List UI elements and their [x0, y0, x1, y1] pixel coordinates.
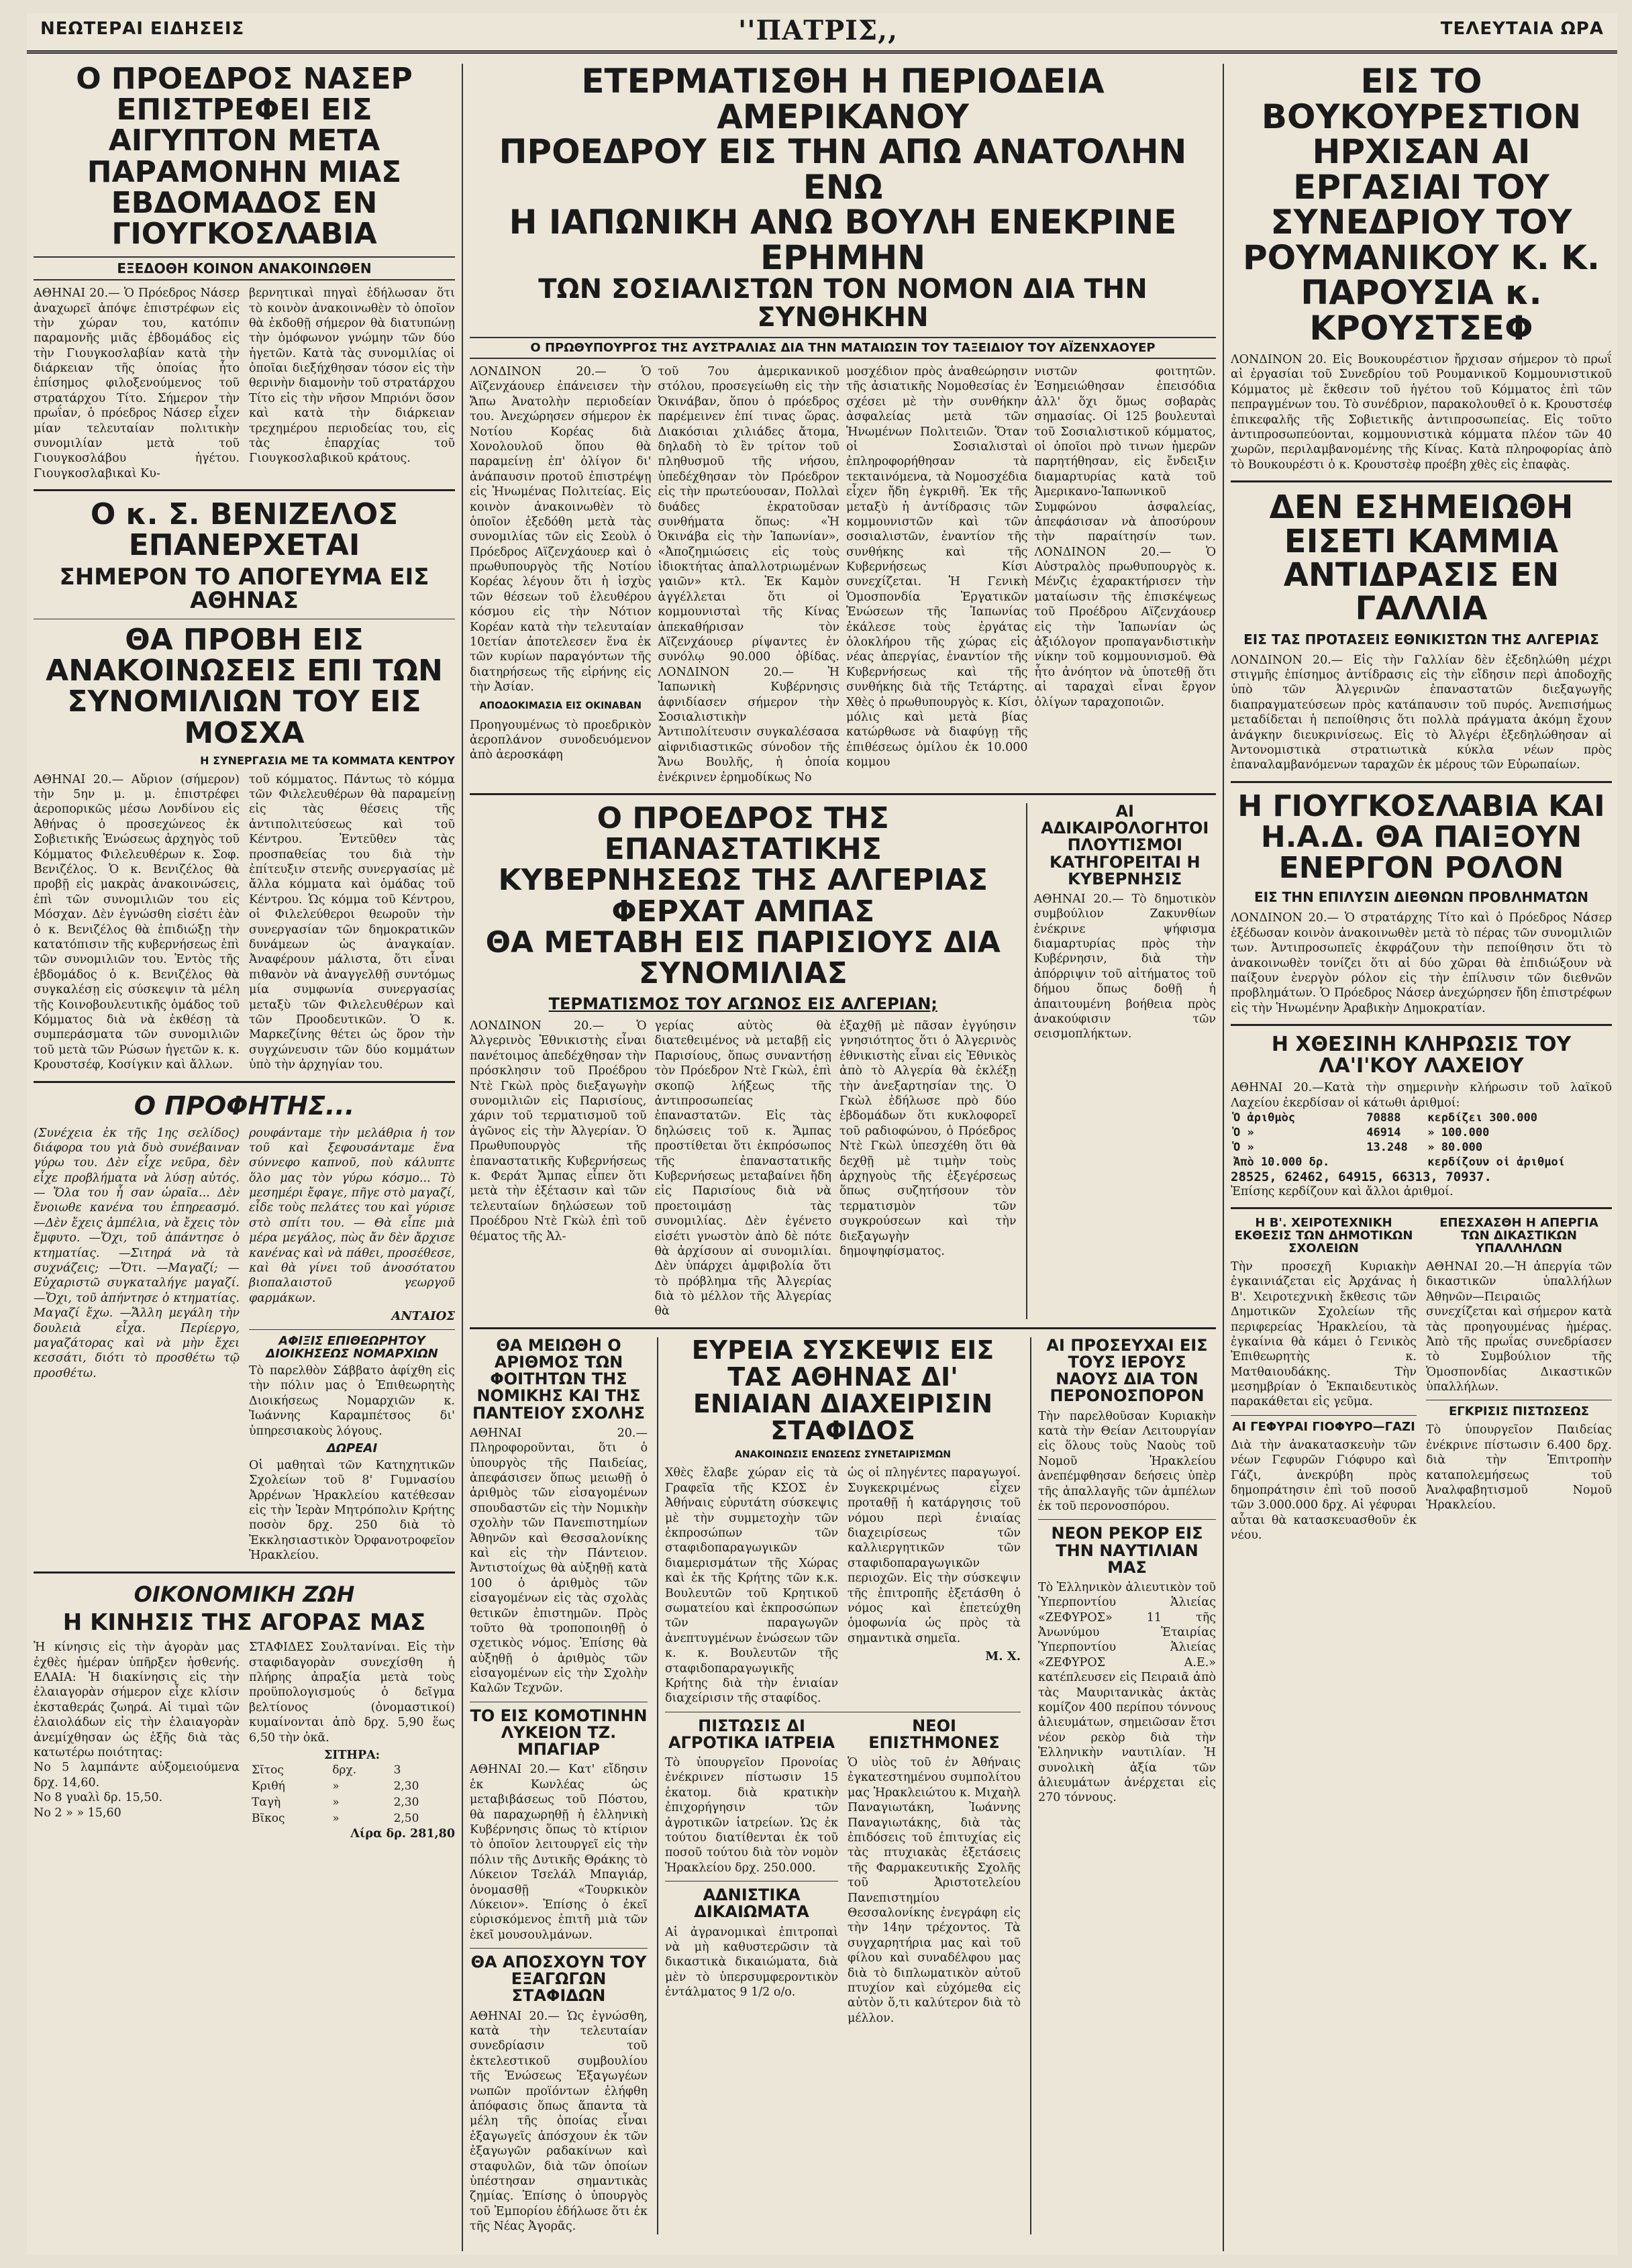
algeria-article: [470, 803, 1017, 1319]
right-column: [1231, 64, 1612, 1543]
bucharest-text: ΛΟΝΔΙΝΟΝ 20. Εἰς Βουκουρέστιον ἤρχισαν σήμερον τὸ πρωΐ αἱ ἐργασίαι τοῦ Συνεδρίου τοῦ Ρουμανικοῦ Κομμουνιστικοῦ Κόμματος μὲ ἔκθεσιν τοῦ ἡγέτου τοῦ Κόμματος ἐπὶ τῶν πεπραγμένων του. Τὸ συνέδριον, παρακολουθεῖ ὁ κ. Κρουστσέφ ἐπικεφαλῆς τῆς Σοβιετικῆς ἀντιπροσωπείας. Εἰς τοῦτο ἀντιπροσωπεύονται, κομμουνιστικὰ κόμματα πλέον τῶν 40 χωρῶν, περιλαμβανομένης τῆς Κίνας. Κατὰ πληροφορίας ἀπὸ τὸ Βουκουρέστι ὁ κ. Κρουστσὲφ προέβη χθὲς εἰς ἐπαφὰς.: [1231, 353, 1612, 472]
algeria-text-a: ΛΟΝΔΙΝΟΝ 20.— Ὁ Ἀλγερινὸς Ἐθνικιστὴς εἶναι πανέτοιμος ἀπεδέχθησαν τὴν πρόσκλησιν τοῦ Προέδρου Ντὲ Γκὼλ πρὸς διεξαγωγὴν συνομιλιῶν εἰς Παρισίους, χάριν τοῦ τερματισμοῦ τοῦ ἀγῶνος εἰς τὴν Ἀλγερίαν. Ὁ Πρωθυπουργὸς τῆς ἐπαναστατικῆς Κυβερνήσεως κ. Φεράτ Ἄμπας εἶπεν ὅτι μετὰ τὴν ἐξέτασιν καὶ τῶν τελευταίων δηλώσεων τοῦ Προέδρου Ντὲ Γκὼλ ἐπὶ τοῦ θέματος τῆς Ἀλ-: [470, 1019, 647, 1243]
grains-title: ΣΙΤΗΡΑ:: [323, 1749, 380, 1763]
scientists-headline: ΝΕΟΙ ΕΠΙΣΤΗΜΟΝΕΣ: [868, 1716, 1000, 1752]
economy-text-b: ΣΤΑΦΙΔΕΣ Σουλτανίναι. Εἰς τὴν σταφιδαγορὰν συνεχίσθη ἡ πλήρης ἀπραξία μετὰ τοὺς προϋπολογισμούς ὁ δεῖγμα βελτίονος (ὀνομαστικοί) κυμαίνονται ἀπὸ δρχ. 5,90 ἕως 6,50 τὴν ὀκᾶ.: [249, 1641, 455, 1745]
doctors-text: Τὸ ὑπουργεῖον Προνοίας ἐνέκρινεν πίστωσιν 15 ἑκατομ. διὰ κρατικὴν ἐπιχορήγησιν τῶν ἀγροτικῶν ἰατρείων. Ὡς ἐκ τούτου διατίθενται ἐκ τοῦ ποσοῦ τούτου διὰ τὸν νομὸν Ἡρακλείου δρχ. 250.000.: [665, 1756, 838, 1875]
clerks-headline: ΕΠΕΣΧΑΣΘΗ Η ΑΠΕΡΓΙΑ ΤΩΝ ΔΙΚΑΣΤΙΚΩΝ ΥΠΑΛΛΗΛΩΝ: [1439, 1216, 1598, 1256]
credit-headline: ΕΓΚΡΙΣΙΣ ΠΙΣΤΩΣΕΩΣ: [1449, 1404, 1589, 1419]
churches-headline: ΑΙ ΠΡΟΣΕΥΧΑΙ ΕΙΣ ΤΟΥΣ ΙΕΡΟΥΣ ΝΑΟΥΣ ΔΙΑ ΤΟΝ ΠΕΡΟΝΟΣΠΟΡΟΝ: [1046, 1335, 1208, 1406]
okinawa-text: Προηγουμένως τὸ προεδρικὸν ἀεροπλάνον συνοδευόμενον ἀπὸ ἀεροσκάφη: [470, 718, 652, 762]
eisenhower-text-d: νιστῶν φοιτητῶν. Ἐσημειώθησαν ἐπεισόδια ἀλλ' ὅχι ὅμως σοβαρὰς σημασίας. Οἱ 125 βουλευταὶ τοῦ Σοσιαλιστικοῦ κόμματος, οἱ ὁποῖοι πρὸ τινων ἡμερῶν παρητήθησαν, εἰς ἔνδειξιν διαμαρτυρίας κατὰ τοῦ Ἀμερικανο-Ἰαπωνικοῦ Συμφώνου ἀσφαλείας, ἀπεφάσισαν νὰ ἀποσύρουν τὴν παραίτησίν των. ΛΟΝΔΙΝΟΝ 20.— Ὁ Αὐστραλὸς πρωθυπουργὸς κ. Μένζις ἐχαρακτήρισεν τὴν ματαίωσιν τῆς ἐπισκέψεως τοῦ Προέδρου Αϊζενχάουερ εἰς τὴν Ἰαπωνίαν ὡς ἀξιόλογον προπαγανδιστικὴν νίκην τοῦ κομμουνισμοῦ. Θὰ ἦτο ἀνόητον νὰ ὑποτεθῇ ὅτι αἱ ταραχαὶ εἶναι ἔργον ὀλίγων ταραχοποιῶν.: [1034, 365, 1216, 709]
scientists-text: Ὁ υἱὸς τοῦ ἐν Ἀθήναις ἐγκατεστημένου συμπολίτου μας Ἠρακλειώτου κ. Μιχαὴλ Παναγιωτάκη, Ἰωάννης Παναγιωτάκης, διὰ τὰς ἐπιδόσεις τοῦ ἐπιτυχίας εἰς τὰς πτυχιακὰς ἐξετάσεις τῆς Φαρμακευτικῆς Σχολῆς τοῦ Ἀριστοτελείου Πανεπιστημίου Θεσσαλονίκης ἐνεγράφη εἰς τὴν 14ην τρέχοντος. Τὰ συγχαρητήρια μας καὶ τοῦ φίλου καὶ συναδέλφου μας διὰ τὸ διπλωματικὸν αὐτοῦ πτυχίον καὶ εὐχόμεθα εἰς αὐτὸν ὅ,τι καλύτερον διὰ τὸ μέλλον.: [848, 1756, 1021, 2025]
economy-article: [34, 1582, 455, 1842]
lottery-article: [1231, 1034, 1612, 1199]
venizelos-article: [34, 499, 455, 1072]
notary-headline: ΑΔΝΙΣΤΙΚΑ ΔΙΚΑΙΩΜΑΤΑ: [694, 1886, 809, 1922]
eisenhower-headline-1: ΕΤΕΡΜΑΤΙΣΘΗ Η ΠΕΡΙΟΔΕΙΑ ΑΜΕΡΙΚΑΝΟΥ: [581, 62, 1105, 136]
nasser-text-b: βερνητικαὶ πηγαὶ ἐδήλωσαν ὅτι τὸ κοινὸν ἀνακοινωθὲν τὸ ὁποῖον θὰ ἐκδοθῇ σήμερον θὰ διατυπώνῃ τὴν ὁμόφωνον γνώμην τῶν δύο ἡγετῶν. Κατὰ τὰς συνομιλίας οἱ ὁποῖαι διεξήχθησαν τόσον εἰς τὴν θερινὴν διαμονὴν τοῦ στρατάρχου Τίτο εἰς τὴν νῆσον Μπριόνι ὅσον καὶ κατὰ τὴν διάρκειαν τρεχημέρου περιοδείας του, εἰς τὰς ἐπαρχίας τοῦ Γιουγκοσλαβικοῦ κράτους.: [249, 287, 455, 466]
prophet-text-b: ρουφάνταμε τὴν μελάθρια ἡ τον τοῦ καὶ ξεφουσάνταμε ἕνα σύννεφο καπνοῦ, ποὺ κάλυπτε ὅλο μας τὸν γύρω κόσμο... Τὸ μεσημέρι ἔφαγε, πῆγε στὸ μαγαζί, εἶδε τοὺς πελάτες του καὶ γύρισε στὸ σπίτι του. — Θὰ εἶπε μιὰ μέρα μεγάλος, πὼς ἄν δὲν ἄρχισε κανένας καὶ νὰ πάθει, προσέθεσε, καὶ θὰ γίνει τοῦ ἀνοσότατου βιοπαλαιστοῦ γεωργοῦ φαρμάκων.: [249, 1126, 455, 1305]
algeria-text-c: ἐξαχθῇ μὲ πᾶσαν ἐγγύησιν γνησιότητος ὅτι ὁ Ἀλγερινὸς ἐθνικιστὴς εἶναι εἰς Ἐθνικὸς ἀπὸ τὸ Αλγερία θὰ ἐκλέξῃ τὴν ἀνεξαρτησίαν της. Ὁ Γκὼλ ἐδήλωσε πρὸ δύο ἑβδομάδων ὅτι κυκλοφορεῖ τοῦ ραδιοφώνου, ὁ Πρόεδρος Ντὲ Γκὼλ ὑπεσχέθη ὅτι θὰ δεχθῇ μὲ τιμὴν τοὺς ἀρχηγοὺς τῆς ἐξεγέρσεως ὅπως συζητήσουν τὸν τερματισμὸν τῶν συγκρούσεων καὶ τὴν διεξαγωγὴν δημοψηφίσματος.: [839, 1019, 1017, 1258]
yugoslavia-text: ΛΟΝΔΙΝΟΝ 20.— Ὁ στρατάρχης Τίτο καὶ ὁ Πρόεδρος Νάσερ ἐξέδωσαν κοινὸν ἀνακοινωθὲν μετὰ τὸ πέρας τῶν συνομιλιῶν των. Ἀντιπροσωπεῖς ἐκφράζουν τὴν πεποίθησιν ὅτι τὸ ἀνακοινωθὲν τονίζει ὅτι αἱ δύο χῶραι θὰ ἐπιδιώξουν νὰ παίξουν ἐνεργὸν ρόλον εἰς τὴν ἐπίλυσιν τῶν διεθνῶν προβλημάτων. Ὁ Πρόεδρος Νάσερ ἀνεχώρησεν ἤδη ἐπιστρέφων εἰς τὴν Ἡνωμένην Ἀραβικὴν Δημοκρατίαν.: [1231, 911, 1612, 1015]
venizelos-headline-2: ΣΗΜΕΡΟΝ ΤΟ ΑΠΟΓΕΥΜΑ ΕΙΣ ΑΘΗΝΑΣ: [59, 563, 429, 615]
raisins-text: ΑΘΗΝΑΙ 20.— Ὡς ἐγνώσθη, κατὰ τὴν τελευταίαν συνεδρίασιν τοῦ ἐκτελεστικοῦ συμβουλίου τῆς Ἑνώσεως Ἐξαγωγέων νωπῶν προϊόντων ἐλήφθη ἀπόφασις ὅπως ἅπαντα τὰ μέλη τῆς ὁποίας εἶναι ἐξαγωγεῖς ἀπόσχουν ἐκ τῶν ἐξαγωγῶν ραδακίνων καὶ σταφυλῶν, διὰ τῶν ὁποίων ὑπέστησαν σημαντικὰς ζημίας. Ἐπίσης ὁ ὑπουργὸς τοῦ Ἐμπορίου ἐδήλωσε ὅτι ἐκ τῆς Νέας Ἀγορᾶς.: [470, 2009, 648, 2234]
algeria-subheading: ΤΕΡΜΑΤΙΣΜΟΣ ΤΟΥ ΑΓΩΝΟΣ ΕΙΣ ΑΛΓΕΡΙΑΝ;: [548, 994, 937, 1014]
eisenhower-subheading: Ο ΠΡΩΘΥΠΟΥΡΓΟΣ ΤΗΣ ΑΥΣΤΡΑΛΙΑΣ ΔΙΑ ΤΗΝ ΜΑΤΑΙΩΣΙΝ ΤΟΥ ΤΑΞΕΙΔΙΟΥ ΤΟΥ ΑΪΖΕΝΧΑΟΥΕΡ: [470, 337, 1216, 359]
meeting-signature: Μ. Χ.: [985, 1649, 1021, 1664]
nasser-text-a: ΑΘΗΝΑΙ 20.— Ὁ Πρόεδρος Νάσερ ἀναχωρεῖ ἀπόψε ἐπιστρέφων εἰς τὴν χώραν του, κατόπιν παραμονῆς μιᾶς ἑβδομάδος εἰς τὴν Γιουγκοσλαβίαν κατὰ τὴν διάρκειαν τῆς ὁποίας ἦτο ἐπίσημος φιλοξενούμενος τοῦ στρατάρχου Τίτο. Σήμερον τὴν πρωΐαν, ὁ πρόεδρος Νάσερ εἶχεν μίαν τελευταίαν πολιτικὴν συνομιλίαν μετὰ τοῦ Γιουγκοσλάβου ἡγέτου. Γιουγκοσλαβικαὶ Κυ-: [34, 287, 240, 480]
table-row: Ὁ » 13.248 » 80.000: [1233, 1140, 1483, 1154]
eisenhower-headline-3: Η ΙΑΠΩΝΙΚΗ ΑΝΩ ΒΟΥΛΗ ΕΝΕΚΡΙΝΕ ΕΡΗΜΗΝ: [509, 203, 1177, 277]
notary-text: Αἱ ἀγρανομικαὶ ἐπιτροπαὶ νὰ μὴ καθυστερῶσιν τὰ δικαστικὰ δικαιώματα, διὰ μὲν τὸ ὑπερσυμφεροντικὸν ἐντάλματος 9 1/2 ο/ο.: [665, 1925, 838, 2000]
venizelos-subheading: Η ΣΥΝΕΡΓΑΣΙΑ ΜΕ ΤΑ ΚΟΜΜΑΤΑ ΚΕΝΤΡΟΥ: [200, 754, 455, 767]
lottery-intro: ΑΘΗΝΑΙ 20.—Κατὰ τὴν σημερινὴν κλήρωσιν τοῦ λαϊκοῦ Λαχείου ἐκερδίσαν οἱ κάτωθι ἀριθμοί:: [1231, 1081, 1612, 1110]
donations-headline: ΔΩΡΕΑΙ: [326, 1441, 378, 1455]
venizelos-headline-1: Ο κ. Σ. ΒΕΝΙΖΕΛΟΣ ΕΠΑΝΕΡΧΕΤΑΙ: [90, 497, 399, 563]
market-headline: Η ΚΙΝΗΣΙΣ ΤΗΣ ΑΓΟΡΑΣ ΜΑΣ: [62, 1608, 426, 1636]
nasser-article: [34, 64, 455, 481]
nomarch-headline: ΑΦΙΞΙΣ ΕΠΙΘΕΩΡΗΤΟΥ ΔΙΟΙΚΗΣΕΩΣ ΝΟΜΑΡΧΙΩΝ: [266, 1334, 438, 1361]
table-row: Σῖτος δρχ. 3: [252, 1763, 401, 1777]
loans-text: ΑΘΗΝΑΙ 20.— Τὸ δημοτικὸν συμβούλιον Ζακυνθίων ἐνέκρινε ψήφισμα διαμαρτυρίας πρὸς τὴν Κυβέρνησιν, διὰ τὴν ἀπόρριψιν τοῦ αἰτήματος τοῦ δήμου ὅπως δοθῇ ἡ ἀπαιτουμένη βοήθεια πρὸς ἀνακούφισιν τῶν σεισμοπλήκτων.: [1033, 892, 1216, 1041]
table-row: Ταγὴ » 2,30: [252, 1795, 419, 1809]
bridge-headline: ΑΙ ΓΕΦΥΡΑΙ ΓΙΟΦΥΡΟ—ΓΑΖΙ: [1232, 1419, 1415, 1434]
meeting-headline: ΕΥΡΕΙΑ ΣΥΣΚΕΨΙΣ ΕΙΣ ΤΑΣ ΑΘΗΝΑΣ ΔΙ' ΕΝΙΑΙΑΝ ΔΙΑΧΕΙΡΙΣΙΝ ΣΤΑΦΙΔΟΣ: [691, 1335, 994, 1445]
nasser-subheading: ΕΞΕΔΟΘΗ ΚΟΙΝΟΝ ΑΝΑΚΟΙΝΩΘΕΝ: [34, 256, 455, 280]
table-row: Βῖκος » 2,50: [252, 1811, 419, 1825]
yugoslavia-headline: Η ΓΙΟΥΓΚΟΣΛΑΒΙΑ ΚΑΙ Η.Α.Δ. ΘΑ ΠΑΙΞΟΥΝ ΕΝΕΡΓΟΝ ΡΟΛΟΝ: [1237, 788, 1605, 886]
france-subheading: ΕΙΣ ΤΑΣ ΠΡΟΤΑΣΕΙΣ ΕΘΝΙΚΙΣΤΩΝ ΤΗΣ ΑΛΓΕΡΙΑΣ: [1243, 631, 1599, 648]
table-row: Ἀπὸ 10.000 δρ. κερδίζουν οἱ ἀριθμοί: [1233, 1155, 1565, 1169]
eisenhower-article: [470, 64, 1216, 785]
eisenhower-text-a: ΛΟΝΔΙΝΟΝ 20.— Ὁ Αϊζενχάουερ ἐπάνεισεν τὴν Ἄπω Ἀνατολὴν περιοδείαν του. Ἀνεχώρησεν σήμερον ἐκ Νοτίου Κορέας διὰ Χονολουλοῦ ὅπου θὰ παραμείνῃ ἐπ' ὀλίγον δι' ἀνάπαυσιν προτοῦ ἐπιστρέψῃ εἰς Ἡνωμένας Πολιτείας. Εἰς κοινὸν ἀνακοινωθὲν τὸ ὁποῖον ἐξεδόθη μετὰ τὰς συνομιλίας τῶν εἰς Σεοὺλ ὁ Πρόεδρος Αϊζενχάουερ καὶ ὁ πρωθυπουργὸς τῆς Νοτίου Κορέας λέγουν ὅτι ἡ ἰσχὺς τῶν θέσεων τοῦ ἐλευθέρου κόσμου εἰς τὴν Νότιον Κορέαν κατὰ τὴν τελευταίαν 10ετίαν ἀποτελεσεν ἕνα ἐκ τῶν κυρίων παραγόντων τῆς διατηρήσεως τῆς εἰρήνης εἰς τὴν Ἀσίαν.: [470, 365, 652, 694]
lottery-note: Ἐπίσης κερδίζουν καὶ ἄλλοι ἀριθμοί.: [1231, 1184, 1454, 1198]
france-article: [1231, 488, 1612, 773]
donations-text: Οἱ μαθηταὶ τῶν Κατηχητικῶν Σχολείων τοῦ 8' Γυμνασίου Ἀρρένων Ἡρακλείου κατέθεσαν εἰς τὴν Ἱερὰν Μητρόπολιν Κρήτης ποσὸν δρχ. 250 διὰ τὸ Ἐκκλησιαστικὸν Ὀρφανοτροφεῖον Ἡρακλείου.: [249, 1458, 455, 1563]
eisenhower-text-c: μοσχέδιον πρὸς ἀναθεώρησιν τῆς ἀσιατικῆς Νομοθεσίας ἐν σχέσει μὲ τὴν συνθήκην ἀσφαλείας μετὰ τῶν Ἡνωμένων Πολιτειῶν. Ὅταν οἱ Σοσιαλισταὶ ἐπληροφορήθησαν τὰ τεκταινόμενα, τὰ Νομοσχέδια εἶχεν ἤδη ἐγκριθῆ. Ἐκ τῆς μεταξὺ ἡ ἀντίδρασις τῶν κομμουνιστῶν καὶ τῶν σοσιαλιστῶν, ἐναντίον τῆς συνθήκης καὶ τῆς Κυβερνήσεως Κίσι συνεχίζεται. Ἡ Γενικὴ Ὁμοσπονδία Ἐργατικῶν Ἑνώσεων τῆς Ἰαπωνίας ἐκάλεσε τοὺς ἐργάτας ὁλοκλήρου τῆς χώρας εἰς νέας ἀπεργίας, ἐναντίον τῆς Κυβερνήσεως καὶ τῆς συνθήκης διὰ τῆς Τετάρτης. Χθὲς ὁ πρωθυπουργὸς κ. Κίσι, μόλις καὶ μετὰ βίας κατώρθωσε νὰ διαφύγῃ τῆς ἐπιθέσεως ὁμίλου ἐκ 10.000 κομμου: [846, 365, 1028, 770]
eisenhower-headline-4: ΤΩΝ ΣΟΣΙΑΛΙΣΤΩΝ ΤΟΝ ΝΟΜΟΝ ΔΙΑ ΤΗΝ ΣΥΝΘΗΚΗΝ: [538, 274, 1148, 333]
section-label-right: ΤΕΛΕΥΤΑΙΑ ΩΡΑ: [1440, 19, 1604, 39]
raisins-headline: ΘΑ ΑΠΟΣΧΟΥΝ ΤΟΥ ΕΞΑΓΩΓΩΝ ΣΤΑΦΙΔΩΝ: [470, 1953, 647, 2006]
center-column: [470, 64, 1216, 2234]
komotini-text: ΑΘΗΝΑΙ 20.— Κατ' εἴδησιν ἐκ Κωνλέας ὡς μεταβιβάσεως τοῦ Πόστου, θὰ παραχωρηθῇ ἡ ἑλληνικὴ Κυβέρνησις ὅπως τὸ κτίριον τὸ ὁποῖον λειτουργεῖ εἰς τὴν πόλιν τῆς Δυτικῆς Θράκης τὸ Λύκειον Τσελάλ Μπαγιάρ, ὀνομασθῇ «Τουρκικὸν Λύκειον». Ἐπίσης ὁ ἐκεῖ εὑρισκόμενος ἐπιτῆ μιὰ τῶν ἐκεῖ μουσουλμάνων.: [470, 1763, 648, 1942]
yugoslavia-subheading: ΕΙΣ ΤΗΝ ΕΠΙΛΥΣΙΝ ΔΙΕΘΝΩΝ ΠΡΟΒΛΗΜΑΤΩΝ: [1254, 889, 1589, 906]
prophet-signature: ΑΝΤΑΙΟΣ: [391, 1309, 455, 1324]
lottery-table: [1231, 1111, 1612, 1170]
students-text: ΑΘΗΝΑΙ 20.— Πληροφοροῦνται, ὅτι ὁ ὑπουργὸς τῆς Παιδείας, ἀπεφάσισεν ὅπως μειωθῇ ὁ ἀριθμὸς τῶν εἰσαγομένων σπουδαστῶν εἰς τὴν Νομικὴν σχολὴν τῶν Πανεπιστημίων Ἀθηνῶν καὶ Θεσσαλονίκης καὶ εἰς τὴν Πάντειον. Ἀντιστοίχως θὰ αὐξηθῇ κατὰ 100 ὁ ἀριθμὸς τῶν εἰσαγομένων εἰς τὰς σχολὰς θετικῶν ἐπιστημῶν. Πρὸς τοῦτο θὰ τροποποιηθῇ ὁ σχετικὸς νόμος. Ἐπίσης θὰ αὐξηθῇ ὁ ἀριθμὸς τῶν εἰσαγομένων εἰς τὴν Σχολὴν Καλῶν Τεχνῶν.: [470, 1426, 648, 1696]
france-text: ΛΟΝΔΙΝΟΝ 20.— Εἰς τὴν Γαλλίαν δὲν ἐξεδηλώθη μέχρι στιγμῆς ἐπίσημος ἀντίδρασις εἰς τὴν εἴδησιν περὶ ἀποδοχῆς ὑπὸ τῶν Ἀλγερινῶν ἐπαναστατῶν διεξαγωγῆς διαπραγματεύσεων πρὸς κατάπαυσιν τοῦ πυρός. Ἀνεπισήμως μεταδίδεται ἡ πεποίθησις ὅτι πολλὰ πράγματα ἀκόμη ἔχουν ἀνάγκην διευκρινίσεως. Εἰς τὸ Ἀλγέρι ἐξεδηλώθησαν αἱ Ἀντονομιστικὰ στρατιωτικὰ κύκλα νέων πρὸς ἐπαναλαμβανόμενων ταραχῶν ἐκ μέρους τῶν Εὐρωπαίων.: [1231, 653, 1612, 772]
algeria-headline-1: Ο ΠΡΟΕΔΡΟΣ ΤΗΣ ΕΠΑΝΑΣΤΑΤΙΚΗΣ: [597, 801, 889, 867]
bucharest-headline: ΕΙΣ ΤΟ ΒΟΥΚΟΥΡΕΣΤΙΟΝ ΗΡΧΙΣΑΝ ΑΙ ΕΡΓΑΣΙΑΙ ΤΟΥ ΣΥΝΕΔΡΙΟΥ ΤΟΥ ΡΟΥΜΑΝΙΚΟΥ Κ. Κ. ΠΑΡΟΥΣΙΑ κ. ΚΡΟΥΣΤΣΕΦ: [1242, 62, 1600, 348]
loans-headline: ΑΙ ΑΔΙΚΑΙΡΟΛΟΓΗΤΟΙ ΠΛΟΥΤΙΣΜΟΙ ΚΑΤΗΓΟΡΕΙΤΑΙ Η ΚΥΒΕΡΝΗΣΙΣ: [1041, 801, 1209, 888]
nomarch-text: Τὸ παρελθὸν Σάββατο ἀφίχθη εἰς τὴν πόλιν μας ὁ Ἐπιθεωρητὴς Διοικήσεως Νομαρχιῶν κ. Ἰωάννης Καραμπέτσος δι' ὑπηρεσιακοὺς λόγους.: [249, 1364, 455, 1438]
churches-text: Τὴν παρελθοῦσαν Κυριακὴν κατὰ τὴν Θείαν Λειτουργίαν εἰς ὅλους τοὺς Ναοὺς τοῦ Νομοῦ Ἡρακλείου ἀνεπέμφθησαν δεήσεις ὑπὲρ τῆς ἀπαλλαγῆς τῶν ἀμπέλων ἐκ τοῦ περονοσπόρου.: [1038, 1409, 1216, 1513]
bucharest-article: [1231, 64, 1612, 472]
doctors-headline: ΠΙΣΤΩΣΙΣ ΔΙ ΑΓΡΟΤΙΚΑ ΙΑΤΡΕΙΑ: [668, 1716, 835, 1752]
newspaper-page: [27, 13, 1617, 2255]
economy-headline: ΟΙΚΟΝΟΜΙΚΗ ΖΩΗ: [134, 1581, 355, 1607]
credit-text: Τὸ ὑπουργεῖον Παιδείας ἐνέκρινε πίστωσιν 6.400 δρχ. διὰ τὴν Ἐπιτροπὴν καταπολεμήσεως τοῦ Ἀναλφαβητισμοῦ Νομοῦ Ἡρακλείου.: [1426, 1423, 1612, 1512]
okinawa-subheading: ΑΠΟΔΟΚΙΜΑΣΙΑ ΕΙΣ ΟΚΙΝΑΒΑΝ: [479, 700, 642, 711]
nasser-headline: Ο ΠΡΟΕΔΡΟΣ ΝΑΣΕΡ ΕΠΙΣΤΡΕΦΕΙ ΕΙΣ ΑΙΓΥΠΤΟΝ ΜΕΤΑ ΠΑΡΑΜΟΝΗΝ ΜΙΑΣ ΕΒΔΟΜΑΔΟΣ ΕΝ ΓΙΟΥΓΚΟΣΛΑΒΙΑ: [76, 62, 413, 251]
table-row: Ὁ » 46914 » 100.000: [1233, 1125, 1490, 1139]
handicraft-headline: Η Β'. ΧΕΙΡΟΤΕΧΝΙΚΗ ΕΚΘΕΣΙΣ ΤΩΝ ΔΗΜΟΤΙΚΩΝ ΣΧΟΛΕΙΩΝ: [1234, 1216, 1413, 1256]
lottery-headline: Η ΧΘΕΣΙΝΗ ΚΛΗΡΩΣΙΣ ΤΟΥ ΛΑ'Ι'ΚΟΥ ΛΑΧΕΙΟΥ: [1271, 1033, 1572, 1078]
clerks-text: ΑΘΗΝΑΙ 20.—Ἡ ἀπεργία τῶν δικαστικῶν ὑπαλλήλων Ἀθηνῶν—Πειραιῶς συνεχίζεται καὶ σήμερον κατὰ τὰς προηγουμένας ἡμέρας. Ἀπὸ τῆς πρωΐας συνεδρίασεν τὸ Συμβούλιον τῆς Ὁμοσπονδίας Δικαστικῶν ὑπαλλήλων.: [1426, 1259, 1612, 1394]
section-label-left: ΝΕΩΤΕΡΑΙ ΕΙΔΗΣΕΙΣ: [40, 19, 245, 39]
komotini-headline: ΤΟ ΕΙΣ ΚΟΜΟΤΙΝΗΝ ΛΥΚΕΙΟΝ ΤΖ. ΜΠΑΓΙΑΡ: [470, 1706, 648, 1759]
yugoslavia-article: [1231, 788, 1612, 1016]
table-row: Ὁ ἀριθμὸς 70888 κερδίζει 300.000: [1233, 1111, 1537, 1125]
table-row: Κριθή » 2,30: [252, 1780, 419, 1794]
bridge-text: Διὰ τὴν ἀνακατασκευὴν τῶν νέων Γεφυρῶν Γιόφυρο καὶ Γάζι, ἀνεκρύβη πρὸς δημοπράτησιν ἐπὶ τοῦ ποσοῦ τῶν 3.000.000 δρχ. Αἱ γέφυραι αὗται θὰ κατασκευασθοῦν ἐκ νέου.: [1231, 1438, 1417, 1543]
meeting-subheading: ΑΝΑΚΟΙΝΩΣΙΣ ΕΝΩΣΕΩΣ ΣΥΝΕΤΑΙΡΙΣΜΩΝ: [735, 1449, 951, 1461]
gold-price: Λίρα δρ. 281,80: [350, 1827, 455, 1841]
handicraft-text: Τὴν προσεχῆ Κυριακὴν ἐγκαινιάζεται εἰς Ἀρχάνας ἡ Β'. Χειροτεχνικὴ ἔκθεσις τῶν Δημοτικῶν Σχολείων τῆς περιφερείας Ἡρακλείου, τὰ ἐγκαίνια θὰ κάμει ὁ Γενικὸς Ἐπιθεωρητὴς κ. Ματθαιουδάκης. Τὴν μεσημβρίαν ὁ Ἐκπαιδευτικὸς παρακάθεται εἰς γεῦμα.: [1231, 1259, 1417, 1409]
meeting-text-b: ὡς οἱ πληγέντες παραγωγοί. Συγκεκριμένως εἶχεν προταθῇ ἡ κατάργησις τοῦ νόμου περὶ ἑνιαίας διαχειρίσεως τῶν καλλιεργητικῶν τῶν σταφιδοπαραγωγικῶν περιοχῶν. Εἰς τὴν σύσκεψιν τῆς ἐπιτροπῆς ἐξετάσθη ὁ νόμος καὶ ἐπετεύχθη ὁμοφωνία ὡς πρὸς τὰ σημαντικὰ σημεῖα.: [848, 1466, 1021, 1645]
oil-price-row: Νο 2 » » 15,60: [34, 1806, 121, 1820]
venizelos-text-b: τοῦ κόμματος. Πάντως τὸ κόμμα τῶν Φιλελευθέρων θὰ παραμείνῃ εἰς τὰς θέσεις τῆς ἀντιπολιτεύσεως καὶ τοῦ Κέντρου. Ἐντεῦθεν τὰς προσπαθείας του διὰ τὴν ἐπίτευξιν στενῆς συνεργασίας μὲ ἄλλα κόμματα καὶ ὁμάδας τοῦ Κέντρου. Ὡς κόμμα τοῦ Κέντρου, οἱ Φιλελεύθεροι θεωροῦν τὴν συνεργασίαν τῶν δημοκρατικῶν δυνάμεων ὡς ἀναγκαίαν. Ἀναφέρουν μάλιστα, ὅτι εἶναι πιθανὸν νὰ ἀναγγελθῇ συντόμως μία συμφωνία συνεργασίας μεταξὺ τῶν Φιλελευθέρων καὶ τῶν Προοδευτικῶν. Ὁ κ. Μαρκεζίνης θέτει ὡς ὅρον τὴν συγχώνευσιν τῶν δύο κομμάτων ὑπὸ τὴν ἀρχηγίαν του.: [249, 772, 455, 1072]
eisenhower-headline-2: ΠΡΟΕΔΡΟΥ ΕΙΣ ΤΗΝ ΑΠΩ ΑΝΑΤΟΛΗΝ ΕΝΩ: [499, 132, 1187, 207]
column-rule: [462, 64, 463, 2251]
economy-text-a: Ἡ κίνησις εἰς τὴν ἀγορὰν μας ἐχθὲς ἡμέραν ὑπῆρξεν ἠσθενής. ΕΛΑΙΑ: Ἡ διακίνησις εἰς τὴν ἐλαιαγορὰν σήμερον εἶχε κλίσιν ἐκσταθεράς ζωηρά. Αἱ τιμαὶ τῶν ἐλαιολάδων εἰς τὴν ἐλαιαγορὰν ἀνεμίχθησαν ὡς ἑξῆς διὰ τὰς κατωτέρω ποιότητας:: [34, 1641, 240, 1760]
grains-table: [249, 1763, 455, 1826]
masthead: [27, 13, 1617, 54]
record-text: Τὸ Ἑλληνικὸν ἁλιευτικὸν τοῦ Ὑπερποντίου Ἁλιείας «ΖΕΦΥΡΟΣ» 11 τῆς Ἀνωνύμου Ἑταιρίας Ὑπερποντίου Ἁλιείας «ΖΕΦΥΡΟΣ Α.Ε.» κατέπλευσεν εἰς Πειραιᾶ ἀπὸ τὰς Μαυριτανικὰς ἀκτὰς κομίζον 400 περίπου τόννους ἀλιευμάτων, σημειῶσαν ἔτσι νέον ρεκὸρ διὰ τὴν Ἑλληνικὴν ναυτιλίαν. Ἡ συνολικὴ ἀξία τῶν ἀλιευμάτων ἀνέρχεται εἰς 270 τόννους.: [1038, 1580, 1216, 1805]
record-headline: ΝΕΟΝ ΡΕΚΟΡ ΕΙΣ ΤΗΝ ΝΑΥΤΙΛΙΑΝ ΜΑΣ: [1051, 1524, 1203, 1577]
eisenhower-text-b: τοῦ 7ου ἀμερικανικοῦ στόλου, προσεγείωθη εἰς τὴν Ὀκινάβαν, ὅπου ὁ πρόεδρος παρέμεινεν ἐπί τινας ὥρας. Διακόσιαι χιλιάδες ἄτομα, δηλαδὴ τὸ ἓν τρίτον τοῦ πληθυσμοῦ τῆς νήσου, ὑπεδέχθησαν τὸν Πρόεδρον εἰς τὴν πρωτεύουσαν, Πολλαὶ δυάδες ἐκρατοῦσαν συνθήματα ὅπως: «Ἡ Ὀκινάβα εἰς τὴν Ἰαπωνίαν», «Ἀποζημιώσεις εἰς τοὺς ἰδιοκτήτας ἀπαλλοτριωμένων γαιῶν» κτλ. Ἐκ Καμὸν ἀγγέλλεται ὅτι οἱ κομμουνισταὶ τῆς Κίνας ἀπεκαθήρισαν τὸν Αϊζενχάουερ ρίψαντες ἐν συνόλῳ 90.000 ὀβίδας. ΛΟΝΔΙΝΟΝ 20.— Ἡ Ἰαπωνικὴ Κυβέρνησις ἀφνιδίασεν σήμερον τὴν Σοσιαλιστικὴν Ἀντιπολίτευσιν συγκαλέσασα αἰφνιδιαστικῶς σύνοδον τῆς Ἄνω Βουλῆς, ἡ ὁποία ἐνέκρινεν ἐρημοδίκως Νο: [658, 365, 839, 784]
meeting-text-a: Χθὲς ἔλαβε χώραν εἰς τὰ Γραφεῖα τῆς ΚΣΟΣ ἐν Ἀθήναις εὐρυτάτη σύσκεψις μὲ τὴν συμμετοχὴν τῶν ἐκπροσώπων τῶν σταφιδοπαραγωγικῶν διαμερισμάτων τῆς Χώρας καὶ ἐκ τῆς Κρήτης τῶν κ.κ. Βουλευτῶν τοῦ Κρητικοῦ σωματείου καὶ ἐκπροσώπων τῶν παραγωγῶν ἀνεπτυγμένων ἐνώσεων τῶν κ. κ. Βουλευτῶν τῆς σταφιδοπαραγωγικῆς Κρήτης διὰ τὴν ἑνιαίαν διαχείρισιν τῆς σταφίδος.: [665, 1466, 838, 1706]
prophet-headline: Ο ΠΡΟΦΗΤΗΣ...: [134, 1090, 355, 1121]
students-headline: ΘΑ ΜΕΙΩΘΗ Ο ΑΡΙΘΜΟΣ ΤΩΝ ΦΟΙΤΗΤΩΝ ΤΗΣ ΝΟΜΙΚΗΣ ΚΑΙ ΤΗΣ ΠΑΝΤΕΙΟΥ ΣΧΟΛΗΣ: [472, 1335, 645, 1423]
venizelos-text-a: ΑΘΗΝΑΙ 20.— Αὔριον (σήμερον) τὴν 5ην μ. μ. ἐπιστρέφει ἀεροπορικῶς μέσω Λονδίνου εἰς Ἀθήνας ὁ προσεχώνεος ἐκ Σοβιετικῆς Ἑνώσεως ἀρχηγὸς τοῦ Κόμματος Φιλελευθέρων κ. Σοφ. Βενιζέλος. Ὁ κ. Βενιζέλος θὰ προβῇ εἰς μακρὰς ἀνακοινώσεις, ἐπὶ τῶν συνομιλιῶν του εἰς Μόσχαν. Δὲν ἐγνώσθη εἰσέτι ἐὰν ὁ κ. Βενιζέλος θὰ ἐπιδιώξῃ τὴν κατατόπισιν τῆς κυβερνήσεως ἐπὶ τῶν συνομιλιῶν του. Ἐντὸς τῆς ἑβδομάδος ὁ κ. Βενιζέλος θὰ συγκαλέσῃ εἰς σύσκεψιν τὰ μέλη τῆς Κοινοβουλευτικῆς ὁμάδος τοῦ Κόμματος διὰ νὰ ἐκθέσῃ τὰ συμπεράσματα τῶν συνομιλιῶν τοῦ μετὰ τῶν Ρώσων ἡγετῶν κ. κ. Κρουστσέφ, Κοσίγκιν καὶ ἄλλων.: [34, 772, 240, 1072]
algeria-text-b: γερίας αὐτὸς θὰ διατεθειμένος νὰ μεταβῇ εἰς Παρισίους, ὅπως συναντήσῃ τὸν Πρόεδρον Ντὲ Γκὼλ, ἐπὶ σκοπῷ λήξεως τῆς ἀντιπροσωπείας ἐπαναστατῶν. Εἰς τὰς δηλώσεις τοῦ κ. Ἄμπας προστίθεται ὅτι ἐκπρόσωπος τῆς ἐπαναστατικῆς Κυβερνήσεως μεταβαίνει ἤδη εἰς Παρισίους διὰ νὰ προετοιμάσῃ τὰς συνομιλίας. Δὲν ἐγένετο εἰσέτι γνωστὸν ἀπὸ δὲ πότε θὰ ἀρχίσουν αἱ συνομιλίαι. Δὲν ὑπάρχει ἀμφιβολία ὅτι τὸ πρόβλημα τῆς Ἀλγερίας διὰ τὸ μέλλον τῆς Ἀλγερίας θὰ: [654, 1019, 831, 1319]
column-rule: [1223, 64, 1224, 2251]
oil-price-row: Νο 5 λαμπάντε αὐξομειούμενα δρχ. 14,60.: [34, 1761, 240, 1790]
venizelos-headline-3: ΘΑ ΠΡΟΒΗ ΕΙΣ ΑΝΑΚΟΙΝΩΣΕΙΣ ΕΠΙ ΤΩΝ ΣΥΝΟΜΙΛΙΩΝ ΤΟΥ ΕΙΣ ΜΟΣΧΑ: [46, 622, 443, 750]
france-headline: ΔΕΝ ΕΣΗΜΕΙΩΘΗ ΕΙΣΕΤΙ ΚΑΜΜΙΑ ΑΝΤΙΔΡΑΣΙΣ ΕΝ ΓΑΛΛΙΑ: [1269, 488, 1574, 628]
algeria-headline-2: ΚΥΒΕΡΝΗΣΕΩΣ ΤΗΣ ΑΛΓΕΡΙΑΣ ΦΕΡΧΑΤ ΑΜΠΑΣ: [498, 863, 988, 929]
prophet-text-a: (Συνέχεια ἐκ τῆς 1ης σελίδος) διάφορα του γιὰ δυὸ συνέβαιναν γύρω του. Δὲν εἶχε νεῦρα, δὲν εἶχε προβλήματα νὰ λύσῃ αὐτός. — Ὅλα του ἦ σαν ὡραῖα... Δὲν ἔνοιωθε κανένα του ἐπηρεασμό. —Δὲν ἔχεις ἀμπέλια, νὰ ἔχεις τὸν ἔμφυτο. —Ὄχι, τοῦ ἀπάντησε ὁ κτηματίας. —Σιτηρά νὰ τὰ συχνάζεις; —Ὄτι. —Μαγαζί; —Εὐχαριστῶ συγκαταλήγε μαγαζί. —Ὄχι, τοῦ ἀπήντησε ὁ κτηματίας. Μαγαζί ἔχω. —Ἄλλη μεγάλη τὴν δουλειὰ εἶχα. Περίεργο, μαγαζάτορας καὶ νὰ μὴν ἔχει κεσσάτι, διότι τὸ προσθέτω τῷ προσθέτω.: [34, 1126, 240, 1380]
prophet-article: [34, 1091, 455, 1563]
newspaper-title: ''ΠΑΤΡΙΣ,,: [738, 15, 898, 46]
lottery-numbers: 28525, 62462, 64915, 66313, 70937.: [1231, 1169, 1492, 1184]
oil-price-row: Νο 8 γυαλὶ δρ. 15,50.: [34, 1791, 163, 1805]
left-column: [34, 64, 455, 1842]
algeria-headline-3: ΘΑ ΜΕΤΑΒΗ ΕΙΣ ΠΑΡΙΣΙΟΥΣ ΔΙΑ ΣΥΝΟΜΙΛΙΑΣ: [485, 925, 1001, 990]
